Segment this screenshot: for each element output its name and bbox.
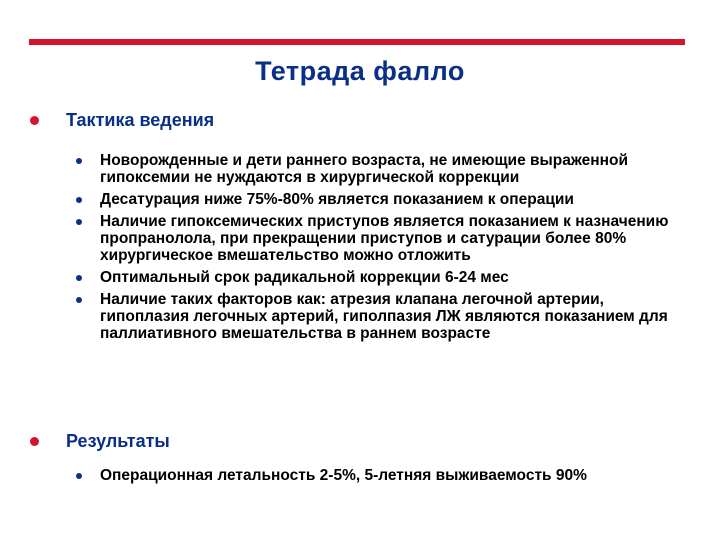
bullet-icon [76,219,82,225]
list-item [30,291,690,342]
list-item-text: Наличие таких факторов как: атрезия клапана легочной артерии, гипоплазия легочных артерий, гиполпазия ЛЖ являются показанием для паллиативного вмешательства в раннем возрасте [100,291,668,342]
slide-title: Тетрада фалло [255,56,465,86]
list-item [30,191,690,208]
list-item-text: Десатурация ниже 75%-80% является показанием к операции [100,191,574,208]
bullet-icon [76,473,82,479]
list-item [30,269,690,286]
results-list [30,467,690,484]
bullet-icon [76,158,82,164]
section-heading [30,431,690,452]
bullet-icon [30,116,39,125]
list-item-text: Оптимальный срок радикальной коррекции 6-24 мес [100,269,509,286]
list-item [30,152,690,186]
section-heading-text: Результаты [66,431,170,451]
bullet-icon [76,275,82,281]
bullet-icon [76,297,82,303]
list-item [30,213,690,264]
section-heading [30,110,690,131]
list-item-text: Наличие гипоксемических приступов является показанием к назначению пропранолола, при прекращении приступов и сатурации более 80% хирургическое вмешательство можно отложить [100,213,669,264]
list-item-text: Операционная летальность 2-5%, 5-летняя выживаемость 90% [100,467,587,484]
section-heading-text: Тактика ведения [66,110,215,130]
top-divider [29,39,685,45]
list-item-text: Новорожденные и дети раннего возраста, не имеющие выраженной гипоксемии не нуждаются в хирургической коррекции [100,152,628,186]
section-management [30,110,690,347]
management-list [30,152,690,342]
bullet-icon [76,197,82,203]
bullet-icon [30,437,39,446]
list-item [30,467,690,484]
section-results [30,431,690,489]
